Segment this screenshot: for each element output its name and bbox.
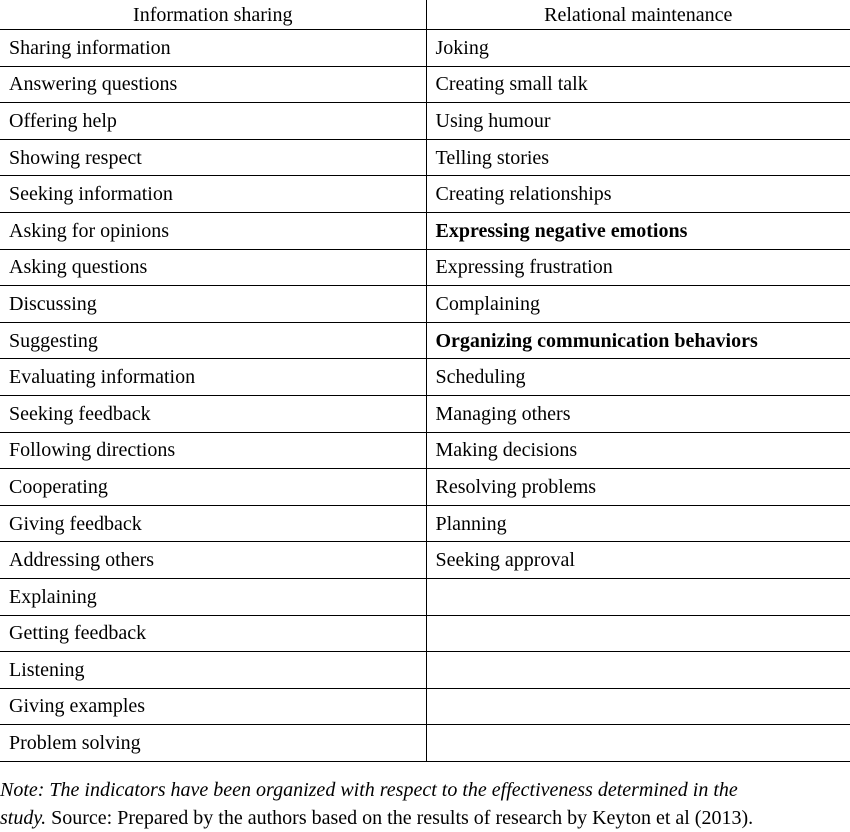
cell-relational-maintenance: [426, 578, 850, 615]
table-row: [0, 542, 850, 579]
note-line-2: [0, 804, 850, 832]
note-line-2-italic: study.: [0, 807, 47, 829]
cell-relational-maintenance: Managing others: [426, 395, 850, 432]
cell-relational-maintenance: Expressing frustration: [426, 249, 850, 286]
table-row: [0, 615, 850, 652]
table-row: [0, 578, 850, 615]
table-row: [0, 322, 850, 359]
cell-relational-maintenance: Telling stories: [426, 139, 850, 176]
table-row: [0, 212, 850, 249]
cell-information-sharing: Explaining: [0, 578, 426, 615]
cell-relational-maintenance: Resolving problems: [426, 469, 850, 506]
header-information-sharing: Information sharing: [0, 0, 426, 30]
cell-relational-maintenance: Scheduling: [426, 359, 850, 396]
table-row: [0, 725, 850, 762]
table-header: [0, 0, 850, 30]
table-row: [0, 652, 850, 689]
cell-information-sharing: Answering questions: [0, 66, 426, 103]
cell-information-sharing: Showing respect: [0, 139, 426, 176]
cell-relational-maintenance: Planning: [426, 505, 850, 542]
table-row: [0, 139, 850, 176]
cell-relational-maintenance: Joking: [426, 30, 850, 67]
cell-relational-maintenance: Complaining: [426, 286, 850, 323]
cell-relational-category: Expressing negative emotions: [426, 212, 850, 249]
table-row: [0, 688, 850, 725]
header-row: [0, 0, 850, 30]
cell-information-sharing: Giving feedback: [0, 505, 426, 542]
table-note: [0, 776, 850, 832]
cell-relational-maintenance: Creating small talk: [426, 66, 850, 103]
table-body: [0, 30, 850, 762]
note-line-1: Note: The indicators have been organized with respect to the effectiveness determined in the: [0, 779, 738, 801]
table-row: [0, 30, 850, 67]
table-row: [0, 249, 850, 286]
cell-relational-maintenance: [426, 688, 850, 725]
table-row: [0, 505, 850, 542]
cell-information-sharing: Suggesting: [0, 322, 426, 359]
cell-information-sharing: Addressing others: [0, 542, 426, 579]
cell-information-sharing: Getting feedback: [0, 615, 426, 652]
cell-information-sharing: Following directions: [0, 432, 426, 469]
cell-information-sharing: Evaluating information: [0, 359, 426, 396]
cell-information-sharing: Listening: [0, 652, 426, 689]
table-row: [0, 66, 850, 103]
cell-information-sharing: Discussing: [0, 286, 426, 323]
cell-information-sharing: Giving examples: [0, 688, 426, 725]
cell-information-sharing: Problem solving: [0, 725, 426, 762]
cell-relational-maintenance: Making decisions: [426, 432, 850, 469]
cell-relational-maintenance: [426, 615, 850, 652]
cell-information-sharing: Asking for opinions: [0, 212, 426, 249]
cell-relational-category: Organizing communication behaviors: [426, 322, 850, 359]
header-relational-maintenance: Relational maintenance: [426, 0, 850, 30]
note-source: Source: Prepared by the authors based on the results of research by Keyton et al (2013).: [46, 807, 754, 829]
table-row: [0, 176, 850, 213]
cell-information-sharing: Seeking feedback: [0, 395, 426, 432]
table-row: [0, 469, 850, 506]
table-row: [0, 103, 850, 140]
cell-relational-maintenance: Seeking approval: [426, 542, 850, 579]
table-row: [0, 432, 850, 469]
cell-relational-maintenance: [426, 725, 850, 762]
table-row: [0, 395, 850, 432]
cell-information-sharing: Sharing information: [0, 30, 426, 67]
cell-relational-maintenance: Creating relationships: [426, 176, 850, 213]
cell-relational-maintenance: [426, 652, 850, 689]
cell-information-sharing: Asking questions: [0, 249, 426, 286]
cell-information-sharing: Offering help: [0, 103, 426, 140]
cell-information-sharing: Seeking information: [0, 176, 426, 213]
table-row: [0, 359, 850, 396]
cell-relational-maintenance: Using humour: [426, 103, 850, 140]
cell-information-sharing: Cooperating: [0, 469, 426, 506]
table-row: [0, 286, 850, 323]
